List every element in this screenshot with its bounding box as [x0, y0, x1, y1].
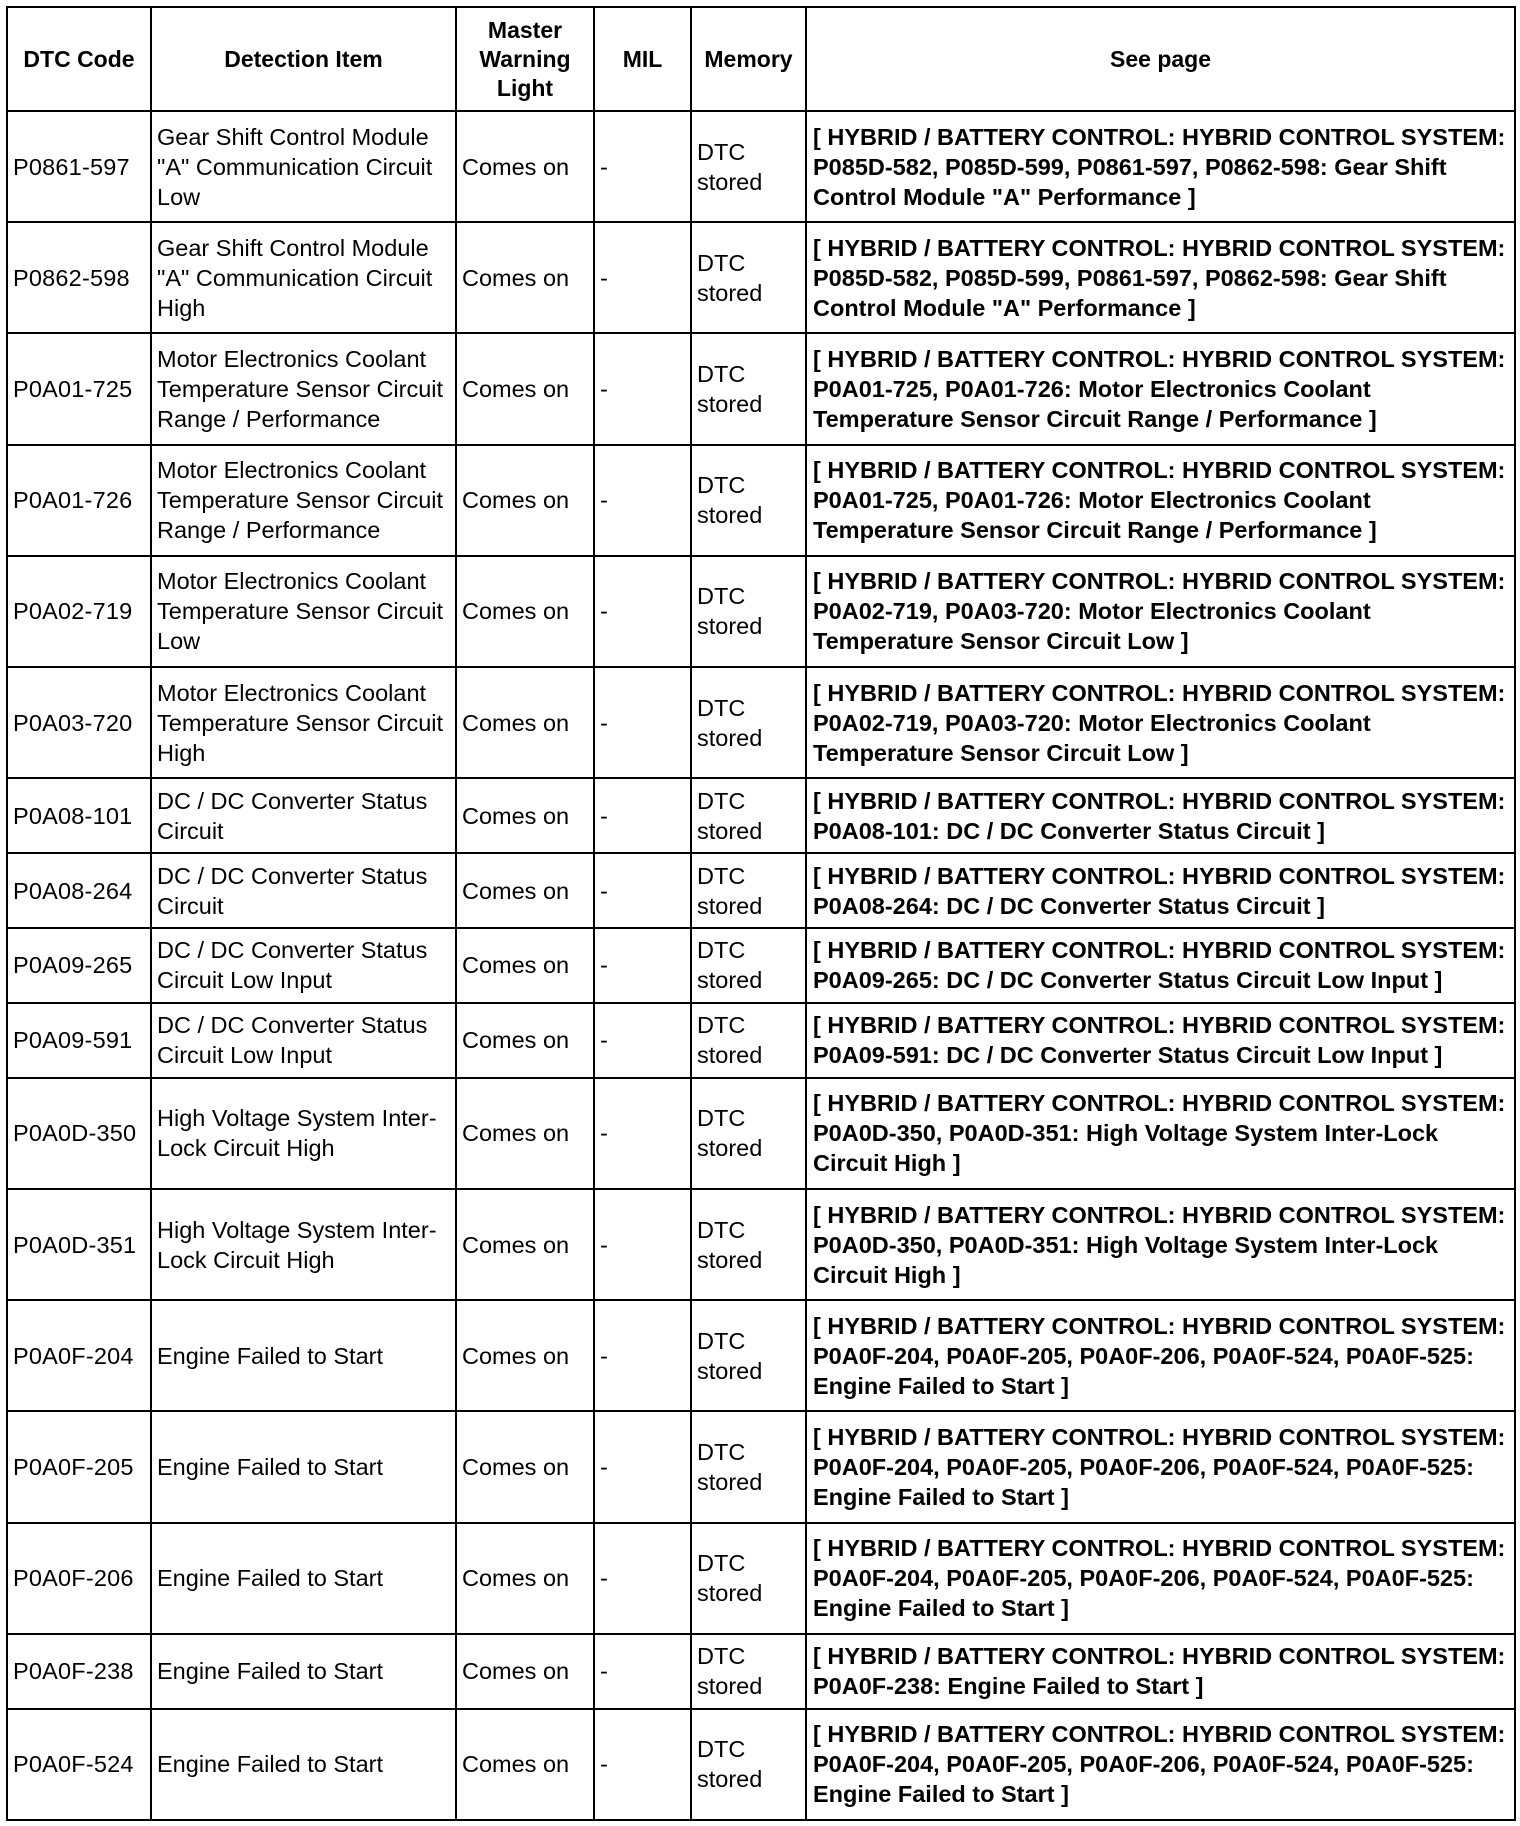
table-row [7, 556, 1515, 667]
memory-cell: DTC stored [691, 1411, 806, 1522]
master-warning-cell: Comes on [456, 1003, 594, 1078]
detection-item-cell: Motor Electronics Coolant Temperature Sensor Circuit Range / Performance [151, 445, 456, 556]
table-row [7, 111, 1515, 222]
detection-item-cell: DC / DC Converter Status Circuit Low Input [151, 928, 456, 1003]
detection-item-cell: DC / DC Converter Status Circuit [151, 853, 456, 928]
mil-cell: - [594, 222, 691, 333]
memory-cell: DTC stored [691, 556, 806, 667]
see-page-cell: [ HYBRID / BATTERY CONTROL: HYBRID CONTROL SYSTEM: P0A0D-350, P0A0D-351: High Voltage System Inter-Lock Circuit High ] [806, 1189, 1515, 1300]
table-row [7, 1003, 1515, 1078]
mil-cell: - [594, 1003, 691, 1078]
master-warning-cell: Comes on [456, 1634, 594, 1709]
memory-cell: DTC stored [691, 778, 806, 853]
table-body [7, 111, 1515, 1820]
master-warning-cell: Comes on [456, 667, 594, 778]
detection-item-cell: DC / DC Converter Status Circuit Low Input [151, 1003, 456, 1078]
memory-cell: DTC stored [691, 111, 806, 222]
memory-cell: DTC stored [691, 667, 806, 778]
memory-cell: DTC stored [691, 333, 806, 444]
table-row [7, 928, 1515, 1003]
table-row [7, 1189, 1515, 1300]
dtc-code-cell: P0A0D-351 [7, 1189, 151, 1300]
see-page-cell: [ HYBRID / BATTERY CONTROL: HYBRID CONTROL SYSTEM: P0A01-725, P0A01-726: Motor Electronics Coolant Temperature Sensor Circuit Range / Performance ] [806, 333, 1515, 444]
memory-cell: DTC stored [691, 853, 806, 928]
dtc-code-cell: P0A0F-238 [7, 1634, 151, 1709]
mil-cell: - [594, 1189, 691, 1300]
detection-item-cell: Engine Failed to Start [151, 1411, 456, 1522]
table-row [7, 222, 1515, 333]
mil-cell: - [594, 556, 691, 667]
dtc-code-cell: P0A0F-204 [7, 1300, 151, 1411]
table-row [7, 1078, 1515, 1189]
see-page-cell: [ HYBRID / BATTERY CONTROL: HYBRID CONTROL SYSTEM: P0A0F-204, P0A0F-205, P0A0F-206, P0A0F-524, P0A0F-525: Engine Failed to Start ] [806, 1300, 1515, 1411]
mil-cell: - [594, 928, 691, 1003]
header-memory: Memory [691, 7, 806, 111]
see-page-cell: [ HYBRID / BATTERY CONTROL: HYBRID CONTROL SYSTEM: P0A0F-204, P0A0F-205, P0A0F-206, P0A0F-524, P0A0F-525: Engine Failed to Start ] [806, 1523, 1515, 1634]
header-mil: MIL [594, 7, 691, 111]
memory-cell: DTC stored [691, 222, 806, 333]
table-row [7, 333, 1515, 444]
table-row [7, 1709, 1515, 1820]
see-page-cell: [ HYBRID / BATTERY CONTROL: HYBRID CONTROL SYSTEM: P0A0D-350, P0A0D-351: High Voltage System Inter-Lock Circuit High ] [806, 1078, 1515, 1189]
see-page-cell: [ HYBRID / BATTERY CONTROL: HYBRID CONTROL SYSTEM: P0A0F-204, P0A0F-205, P0A0F-206, P0A0F-524, P0A0F-525: Engine Failed to Start ] [806, 1411, 1515, 1522]
master-warning-cell: Comes on [456, 556, 594, 667]
mil-cell: - [594, 1300, 691, 1411]
mil-cell: - [594, 853, 691, 928]
memory-cell: DTC stored [691, 1634, 806, 1709]
table-row [7, 1523, 1515, 1634]
header-dtc-code: DTC Code [7, 7, 151, 111]
detection-item-cell: Gear Shift Control Module "A" Communication Circuit High [151, 222, 456, 333]
dtc-code-cell: P0A03-720 [7, 667, 151, 778]
see-page-cell: [ HYBRID / BATTERY CONTROL: HYBRID CONTROL SYSTEM: P0A09-591: DC / DC Converter Status Circuit Low Input ] [806, 1003, 1515, 1078]
detection-item-cell: Engine Failed to Start [151, 1300, 456, 1411]
table-row [7, 853, 1515, 928]
header-row [7, 7, 1515, 111]
master-warning-cell: Comes on [456, 1189, 594, 1300]
detection-item-cell: Engine Failed to Start [151, 1634, 456, 1709]
table-row [7, 1411, 1515, 1522]
dtc-code-cell: P0A09-591 [7, 1003, 151, 1078]
memory-cell: DTC stored [691, 1078, 806, 1189]
dtc-table [6, 6, 1516, 1821]
master-warning-cell: Comes on [456, 928, 594, 1003]
see-page-cell: [ HYBRID / BATTERY CONTROL: HYBRID CONTROL SYSTEM: P0A08-101: DC / DC Converter Status Circuit ] [806, 778, 1515, 853]
dtc-code-cell: P0A08-264 [7, 853, 151, 928]
memory-cell: DTC stored [691, 1709, 806, 1820]
master-warning-cell: Comes on [456, 1078, 594, 1189]
mil-cell: - [594, 778, 691, 853]
master-warning-cell: Comes on [456, 111, 594, 222]
memory-cell: DTC stored [691, 1003, 806, 1078]
memory-cell: DTC stored [691, 1189, 806, 1300]
see-page-cell: [ HYBRID / BATTERY CONTROL: HYBRID CONTROL SYSTEM: P085D-582, P085D-599, P0861-597, P0862-598: Gear Shift Control Module "A" Performance ] [806, 222, 1515, 333]
dtc-code-cell: P0A0D-350 [7, 1078, 151, 1189]
master-warning-cell: Comes on [456, 445, 594, 556]
detection-item-cell: DC / DC Converter Status Circuit [151, 778, 456, 853]
see-page-cell: [ HYBRID / BATTERY CONTROL: HYBRID CONTROL SYSTEM: P0A0F-238: Engine Failed to Start ] [806, 1634, 1515, 1709]
detection-item-cell: Engine Failed to Start [151, 1523, 456, 1634]
see-page-cell: [ HYBRID / BATTERY CONTROL: HYBRID CONTROL SYSTEM: P0A02-719, P0A03-720: Motor Electronics Coolant Temperature Sensor Circuit Low ] [806, 556, 1515, 667]
detection-item-cell: High Voltage System Inter-Lock Circuit High [151, 1189, 456, 1300]
mil-cell: - [594, 1709, 691, 1820]
mil-cell: - [594, 1078, 691, 1189]
header-see-page: See page [806, 7, 1515, 111]
table-row [7, 667, 1515, 778]
master-warning-cell: Comes on [456, 1300, 594, 1411]
mil-cell: - [594, 445, 691, 556]
dtc-code-cell: P0861-597 [7, 111, 151, 222]
dtc-code-cell: P0A01-725 [7, 333, 151, 444]
dtc-code-cell: P0A0F-205 [7, 1411, 151, 1522]
table-row [7, 1634, 1515, 1709]
table-header [7, 7, 1515, 111]
detection-item-cell: Gear Shift Control Module "A" Communication Circuit Low [151, 111, 456, 222]
detection-item-cell: Motor Electronics Coolant Temperature Sensor Circuit Range / Performance [151, 333, 456, 444]
table-row [7, 778, 1515, 853]
master-warning-cell: Comes on [456, 1709, 594, 1820]
memory-cell: DTC stored [691, 1523, 806, 1634]
memory-cell: DTC stored [691, 445, 806, 556]
master-warning-cell: Comes on [456, 778, 594, 853]
master-warning-cell: Comes on [456, 333, 594, 444]
see-page-cell: [ HYBRID / BATTERY CONTROL: HYBRID CONTROL SYSTEM: P0A01-725, P0A01-726: Motor Electronics Coolant Temperature Sensor Circuit Range / Performance ] [806, 445, 1515, 556]
master-warning-cell: Comes on [456, 1523, 594, 1634]
see-page-cell: [ HYBRID / BATTERY CONTROL: HYBRID CONTROL SYSTEM: P0A09-265: DC / DC Converter Status Circuit Low Input ] [806, 928, 1515, 1003]
dtc-code-cell: P0862-598 [7, 222, 151, 333]
header-detection-item: Detection Item [151, 7, 456, 111]
see-page-cell: [ HYBRID / BATTERY CONTROL: HYBRID CONTROL SYSTEM: P085D-582, P085D-599, P0861-597, P0862-598: Gear Shift Control Module "A" Performance ] [806, 111, 1515, 222]
dtc-code-cell: P0A0F-524 [7, 1709, 151, 1820]
mil-cell: - [594, 1634, 691, 1709]
see-page-cell: [ HYBRID / BATTERY CONTROL: HYBRID CONTROL SYSTEM: P0A0F-204, P0A0F-205, P0A0F-206, P0A0F-524, P0A0F-525: Engine Failed to Start ] [806, 1709, 1515, 1820]
master-warning-cell: Comes on [456, 222, 594, 333]
mil-cell: - [594, 111, 691, 222]
dtc-code-cell: P0A01-726 [7, 445, 151, 556]
dtc-code-cell: P0A08-101 [7, 778, 151, 853]
header-master-warning-light: Master Warning Light [456, 7, 594, 111]
mil-cell: - [594, 667, 691, 778]
see-page-cell: [ HYBRID / BATTERY CONTROL: HYBRID CONTROL SYSTEM: P0A08-264: DC / DC Converter Status Circuit ] [806, 853, 1515, 928]
mil-cell: - [594, 333, 691, 444]
detection-item-cell: Engine Failed to Start [151, 1709, 456, 1820]
dtc-code-cell: P0A02-719 [7, 556, 151, 667]
mil-cell: - [594, 1411, 691, 1522]
detection-item-cell: High Voltage System Inter-Lock Circuit High [151, 1078, 456, 1189]
dtc-code-cell: P0A09-265 [7, 928, 151, 1003]
master-warning-cell: Comes on [456, 1411, 594, 1522]
dtc-code-cell: P0A0F-206 [7, 1523, 151, 1634]
table-row [7, 1300, 1515, 1411]
memory-cell: DTC stored [691, 928, 806, 1003]
table-row [7, 445, 1515, 556]
detection-item-cell: Motor Electronics Coolant Temperature Sensor Circuit Low [151, 556, 456, 667]
detection-item-cell: Motor Electronics Coolant Temperature Sensor Circuit High [151, 667, 456, 778]
mil-cell: - [594, 1523, 691, 1634]
see-page-cell: [ HYBRID / BATTERY CONTROL: HYBRID CONTROL SYSTEM: P0A02-719, P0A03-720: Motor Electronics Coolant Temperature Sensor Circuit Low ] [806, 667, 1515, 778]
master-warning-cell: Comes on [456, 853, 594, 928]
memory-cell: DTC stored [691, 1300, 806, 1411]
